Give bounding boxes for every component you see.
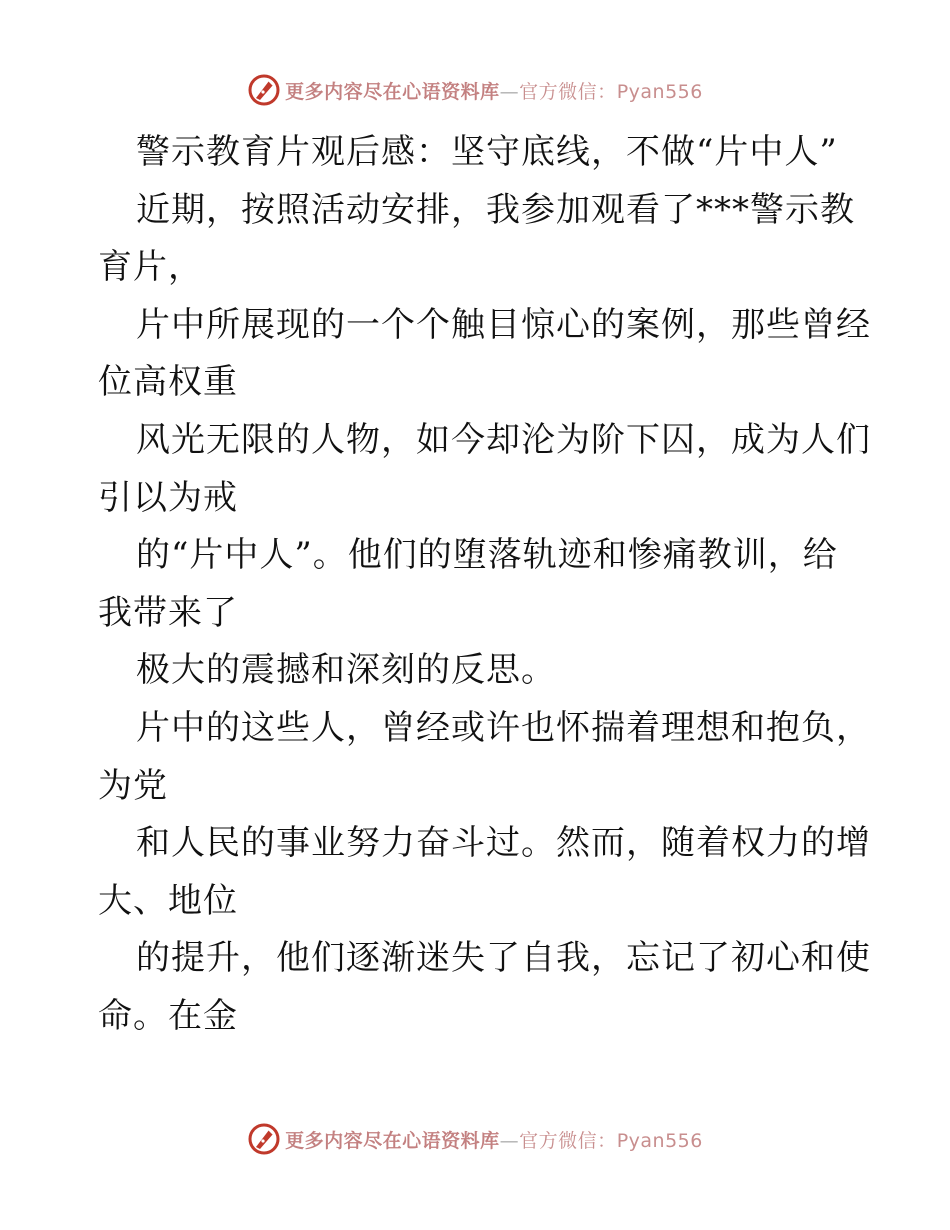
text-line: 和人民的事业努力奋斗过。然而，随着权力的增 — [136, 823, 871, 864]
pen-nib-logo-icon — [247, 1122, 281, 1156]
text-line: 风光无限的人物，如今却沦为阶下囚，成为人们 — [136, 419, 871, 460]
header-site-name: 更多内容尽在心语资料库 — [285, 80, 500, 103]
footer-text — [285, 1126, 703, 1153]
header-wechat-label: 官方微信： — [519, 80, 617, 103]
text-line: 的“片中人”。他们的堕落轨迹和惨痛教训，给 — [136, 535, 838, 576]
text-line: 位高权重 — [98, 362, 238, 403]
pen-nib-logo-icon — [247, 73, 281, 107]
header-banner — [0, 70, 950, 110]
footer-banner — [0, 1119, 950, 1159]
text-line: 引以为戒 — [98, 477, 238, 518]
header-text — [285, 77, 703, 104]
footer-dash: — — [499, 1129, 520, 1152]
text-line: 命。在金 — [98, 995, 238, 1036]
header-dash: — — [499, 80, 520, 103]
text-line: 近期，按照活动安排，我参加观看了***警示教 — [136, 189, 855, 230]
text-line: 警示教育片观后感：坚守底线，不做“片中人” — [136, 132, 838, 172]
text-line: 的提升，他们逐渐迷失了自我，忘记了初心和使 — [136, 938, 871, 979]
text-line: 片中的这些人，曾经或许也怀揣着理想和抱负， — [136, 707, 871, 748]
text-line: 片中所展现的一个个触目惊心的案例，那些曾经 — [136, 304, 871, 345]
footer-wechat-label: 官方微信： — [519, 1129, 617, 1152]
text-line: 极大的震撼和深刻的反思。 — [136, 650, 556, 691]
footer-wechat-id: Pyan556 — [616, 1129, 703, 1152]
text-line: 育片， — [98, 247, 203, 288]
header-wechat-id: Pyan556 — [616, 80, 703, 103]
text-line: 为党 — [98, 765, 168, 806]
text-line: 大、地位 — [98, 880, 238, 921]
text-line: 我带来了 — [98, 592, 238, 633]
document-body — [98, 124, 871, 1046]
footer-site-name: 更多内容尽在心语资料库 — [285, 1129, 500, 1152]
